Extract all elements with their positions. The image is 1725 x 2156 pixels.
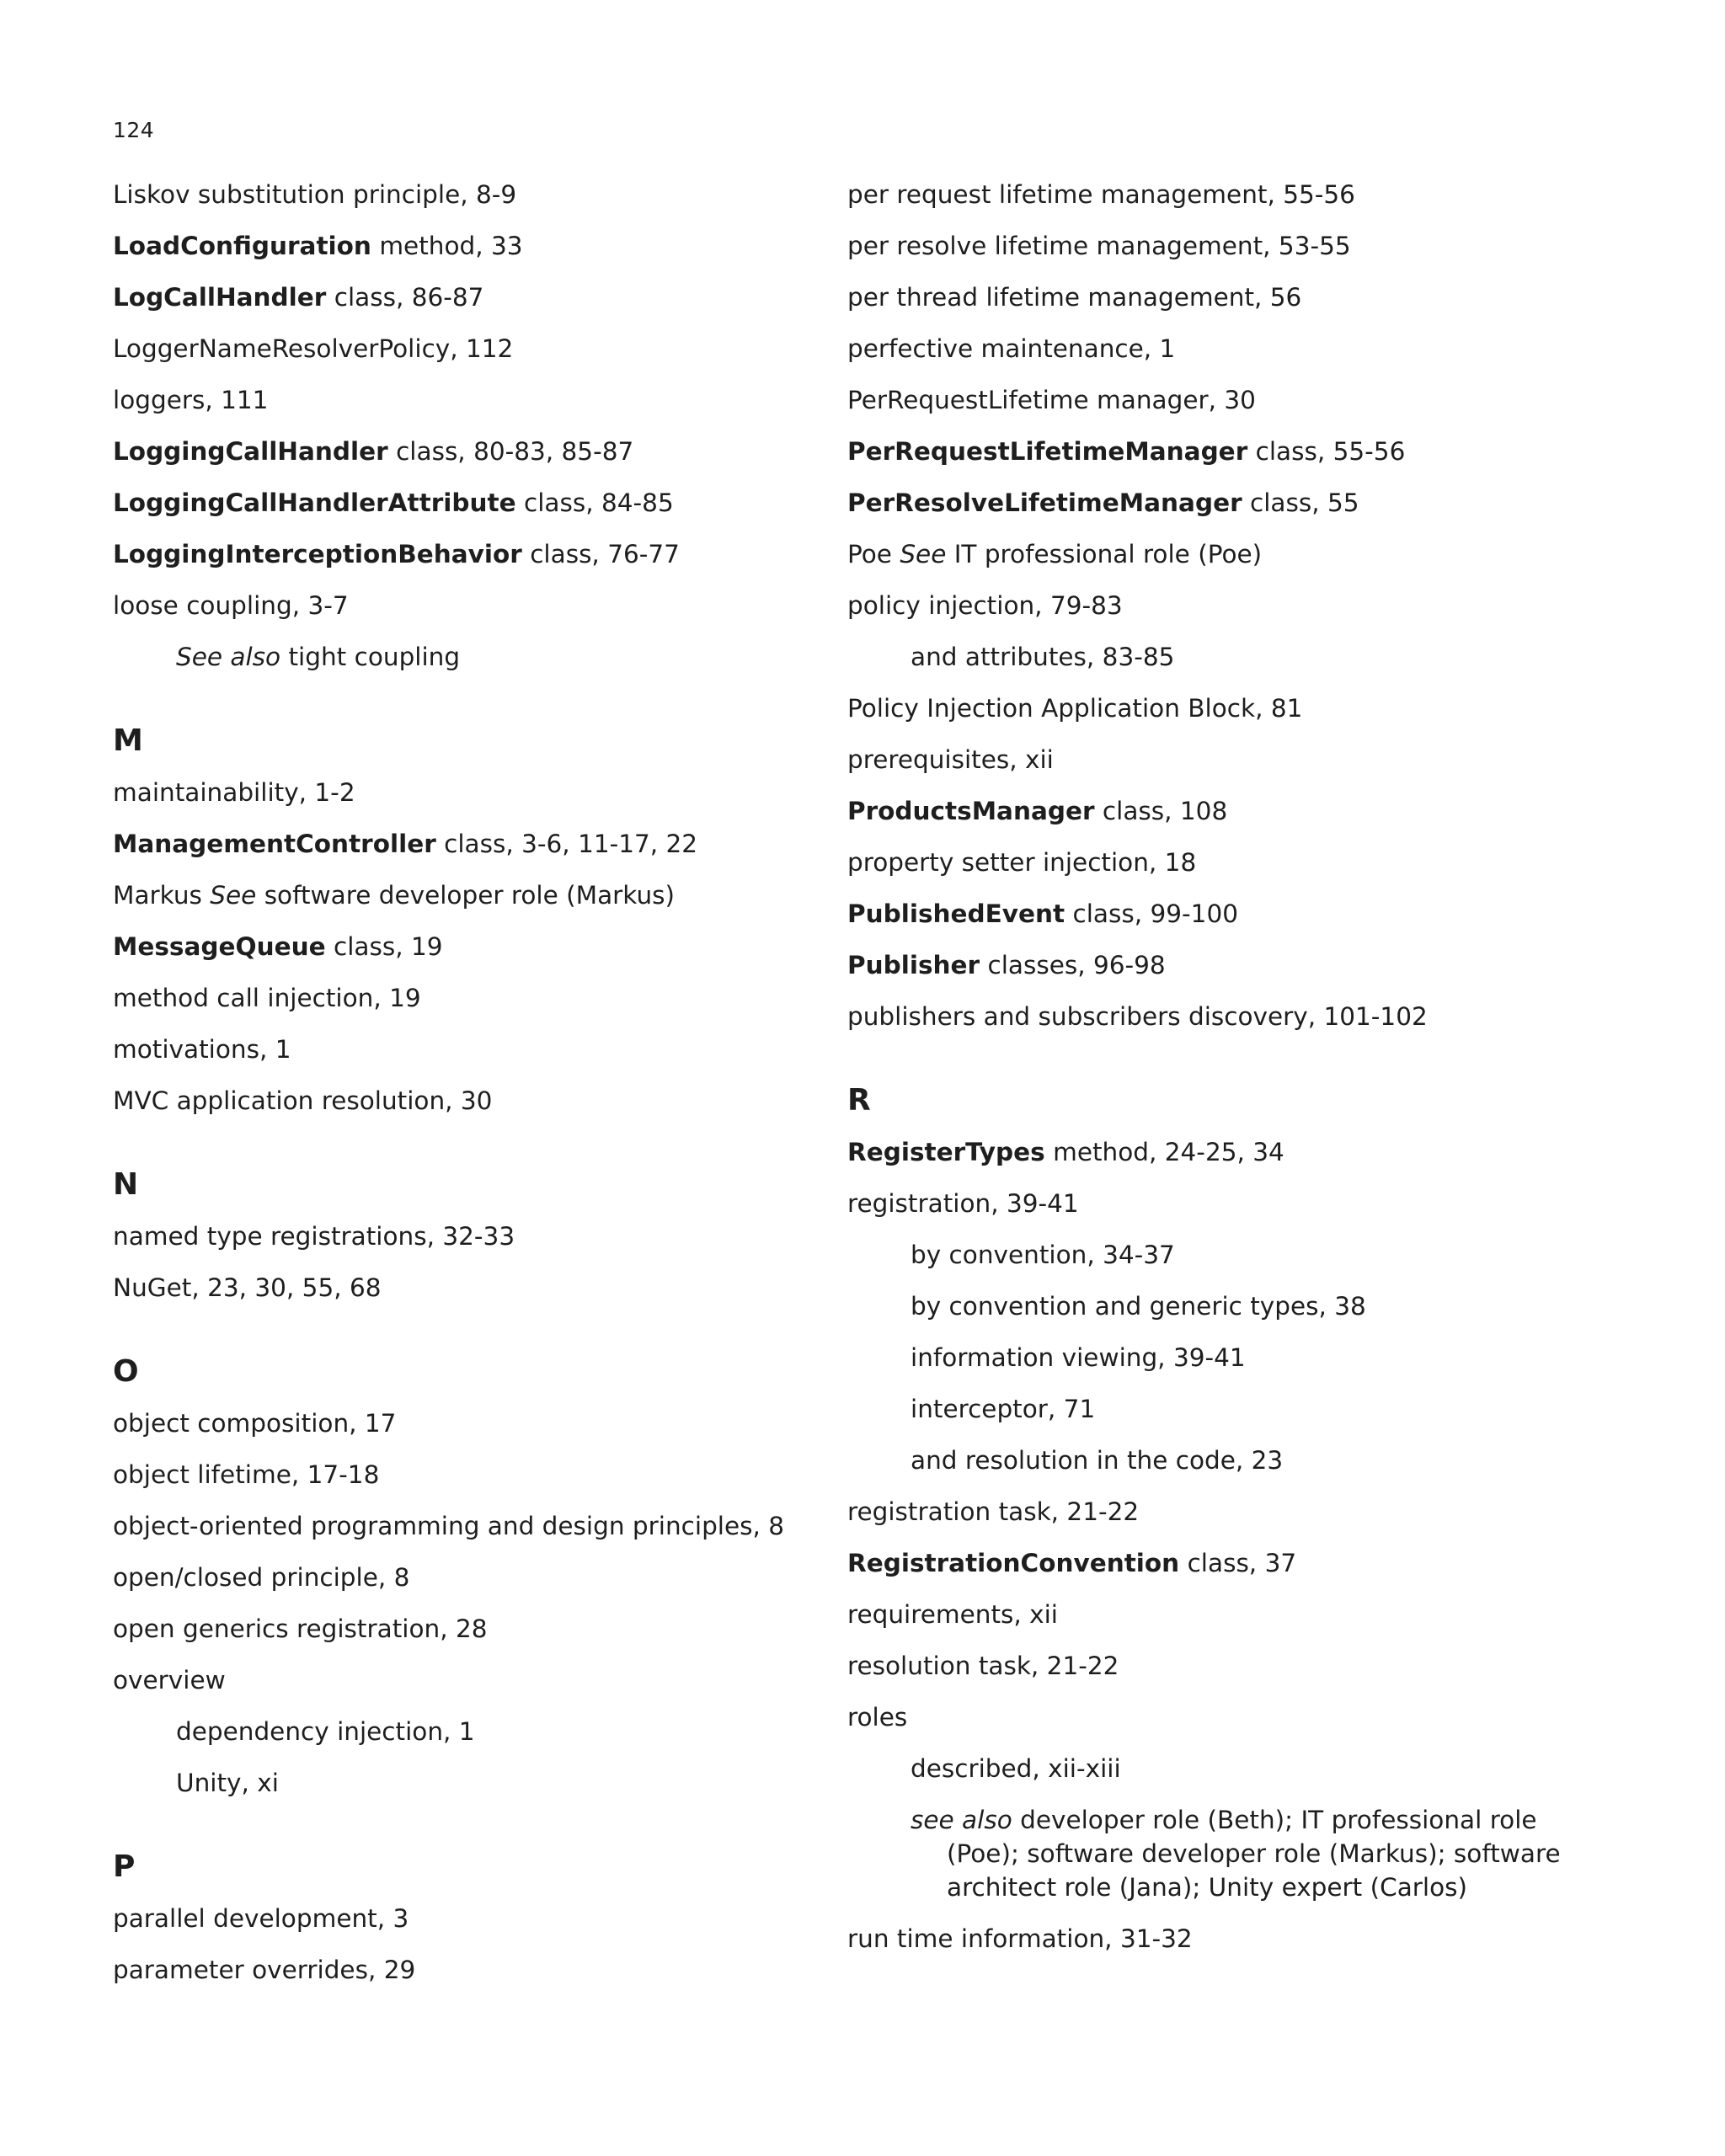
index-entry: [847, 1187, 1605, 1238]
entry-text: described, xii-xiii: [911, 1754, 1121, 1783]
entry-term-bold: MessageQueue: [113, 932, 326, 961]
entry-text: class, 37: [1179, 1549, 1297, 1577]
entry-text: registration task, 21-22: [847, 1497, 1140, 1526]
entry-text: prerequisites, xii: [847, 745, 1054, 774]
entry-text: Liskov substitution principle, 8-9: [113, 180, 517, 209]
index-entry: [847, 846, 1605, 897]
cross-reference: See: [900, 540, 947, 568]
entry-term-bold: LogCallHandler: [113, 283, 327, 312]
index-entry: [113, 1663, 812, 1715]
index-entry: [847, 332, 1605, 383]
entry-text: resolution task, 21-22: [847, 1652, 1119, 1680]
index-entry: [113, 1612, 812, 1663]
entry-term-bold: RegisterTypes: [847, 1138, 1045, 1166]
index-entry: [113, 383, 812, 435]
entry-text: Markus: [113, 881, 211, 910]
index-entry: [847, 178, 1605, 229]
entry-term-bold: LoggingCallHandler: [113, 437, 388, 466]
entry-term-bold: PerResolveLifetimeManager: [847, 488, 1242, 517]
index-subentry: [847, 1392, 1605, 1444]
index-subentry: [847, 1341, 1605, 1392]
index-column-left: [113, 178, 812, 2004]
index-entry: [847, 1922, 1605, 1973]
entry-text: run time information, 31-32: [847, 1924, 1193, 1953]
index-entry: [847, 435, 1605, 486]
section-letter-o: O: [113, 1354, 139, 1389]
index-entry: [847, 743, 1605, 794]
index-entry: [113, 178, 812, 229]
entry-text: roles: [847, 1703, 908, 1732]
entry-text: class, 19: [325, 932, 443, 961]
entry-text: perfective maintenance, 1: [847, 334, 1176, 363]
index-subentry: [113, 1766, 812, 1817]
index-entry: [847, 1700, 1605, 1752]
entry-term-bold: Publisher: [847, 951, 980, 979]
cross-reference: See also: [176, 643, 281, 671]
entry-term-bold: PerRequestLifetimeManager: [847, 437, 1248, 466]
entry-text: information viewing, 39-41: [911, 1343, 1246, 1372]
entry-text: IT professional role (Poe): [946, 540, 1263, 568]
index-subentry: [113, 640, 812, 691]
entry-term-bold: ProductsManager: [847, 797, 1095, 825]
index-entry: [847, 229, 1605, 280]
index-entry: [113, 229, 812, 280]
entry-text: Unity, xi: [176, 1769, 279, 1797]
entry-text: developer role (Beth); IT professional role (Poe); software developer role (Markus); software architect role (Jana); Unity expert (Carlos): [947, 1806, 1561, 1902]
entry-text: and attributes, 83-85: [911, 643, 1175, 671]
index-entry: [113, 1561, 812, 1612]
index-entry: [113, 1033, 812, 1084]
entry-text: class, 108: [1094, 797, 1228, 825]
index-entry: [113, 1406, 812, 1458]
index-entry: [113, 280, 812, 332]
page-number: 124: [113, 118, 155, 142]
index-subentry: [847, 1752, 1605, 1803]
entry-text: motivations, 1: [113, 1035, 291, 1064]
index-entry: [113, 1084, 812, 1135]
index-entry: [847, 589, 1605, 640]
entry-text: object lifetime, 17-18: [113, 1460, 380, 1489]
entry-text: requirements, xii: [847, 1600, 1059, 1629]
index-entry: [847, 383, 1605, 435]
entry-text: method, 24-25, 34: [1044, 1138, 1284, 1166]
entry-text: open/closed principle, 8: [113, 1563, 410, 1592]
entry-text: overview: [113, 1666, 226, 1694]
index-entry: [113, 1509, 812, 1561]
index-entry: [847, 794, 1605, 846]
index-entry: [113, 827, 812, 878]
entry-text: by convention and generic types, 38: [911, 1292, 1366, 1321]
entry-text: tight coupling: [280, 643, 461, 671]
section-letter-m: M: [113, 723, 143, 758]
entry-term-bold: ManagementController: [113, 830, 436, 858]
index-entry: [847, 897, 1605, 948]
entry-text: NuGet, 23, 30, 55, 68: [113, 1273, 382, 1302]
entry-term-bold: RegistrationConvention: [847, 1549, 1180, 1577]
entry-text: software developer role (Markus): [256, 881, 676, 910]
index-entry: [113, 589, 812, 640]
entry-text: interceptor, 71: [911, 1395, 1096, 1423]
entry-text: open generics registration, 28: [113, 1614, 488, 1643]
entry-text: per request lifetime management, 55-56: [847, 180, 1355, 209]
index-entry: [113, 1458, 812, 1509]
entry-text: parallel development, 3: [113, 1904, 409, 1933]
section-letter-r: R: [847, 1083, 871, 1118]
index-entry: [847, 1598, 1605, 1649]
index-entry: [113, 537, 812, 589]
entry-term-bold: LoadConfiguration: [113, 232, 371, 260]
entry-text: and resolution in the code, 23: [911, 1446, 1284, 1475]
entry-text: object-oriented programming and design principles, 8: [113, 1512, 785, 1540]
entry-text: class, 84-85: [515, 488, 674, 517]
index-entry: [113, 981, 812, 1033]
entry-text: classes, 96-98: [980, 951, 1166, 979]
index-subentry: [847, 1289, 1605, 1341]
index-column-right: [847, 178, 1605, 1973]
entry-text: maintainability, 1-2: [113, 778, 355, 807]
entry-text: class, 80-83, 85-87: [387, 437, 634, 466]
entry-text: by convention, 34-37: [911, 1241, 1175, 1269]
entry-text: class, 76-77: [521, 540, 680, 568]
entry-text: property setter injection, 18: [847, 848, 1197, 877]
entry-text: LoggerNameResolverPolicy, 112: [113, 334, 514, 363]
index-entry: [113, 776, 812, 827]
entry-text: per thread lifetime management, 56: [847, 283, 1302, 312]
entry-text: Poe: [847, 540, 900, 568]
index-entry: [847, 948, 1605, 1000]
section-letter-n: N: [113, 1167, 139, 1202]
entry-text: loose coupling, 3-7: [113, 591, 349, 620]
entry-text: object composition, 17: [113, 1409, 397, 1438]
index-entry: [113, 1953, 812, 2004]
index-entry: [113, 435, 812, 486]
cross-reference: see also: [911, 1806, 1012, 1834]
entry-text: MVC application resolution, 30: [113, 1086, 493, 1115]
index-subentry: [847, 1444, 1605, 1495]
index-entry: [113, 1219, 812, 1271]
entry-text: Policy Injection Application Block, 81: [847, 694, 1303, 723]
entry-text: class, 86-87: [326, 283, 484, 312]
index-entry: [847, 280, 1605, 332]
index-entry: [847, 1135, 1605, 1187]
entry-text: class, 55-56: [1247, 437, 1406, 466]
index-entry: [113, 486, 812, 537]
index-entry: [847, 1649, 1605, 1700]
index-entry: [113, 1271, 812, 1322]
index-entry: [847, 537, 1605, 589]
entry-text: PerRequestLifetime manager, 30: [847, 386, 1256, 414]
entry-term-bold: LoggingInterceptionBehavior: [113, 540, 522, 568]
entry-term-bold: PublishedEvent: [847, 899, 1065, 928]
entry-text: registration, 39-41: [847, 1189, 1079, 1218]
index-entry: [113, 930, 812, 981]
entry-text: class, 3-6, 11-17, 22: [435, 830, 698, 858]
index-entry: [847, 486, 1605, 537]
cross-reference: See: [210, 881, 257, 910]
index-subentry: [847, 1238, 1605, 1289]
index-entry: [847, 1495, 1605, 1546]
entry-text: publishers and subscribers discovery, 101-102: [847, 1002, 1428, 1031]
index-entry: [113, 332, 812, 383]
index-entry: [847, 691, 1605, 743]
index-subentry: [847, 640, 1605, 691]
entry-text: method, 33: [371, 232, 523, 260]
index-entry: [113, 878, 812, 930]
entry-text: per resolve lifetime management, 53-55: [847, 232, 1351, 260]
entry-text: class, 55: [1242, 488, 1359, 517]
index-entry: [847, 1000, 1605, 1051]
entry-text: dependency injection, 1: [176, 1717, 475, 1746]
index-subentry: [113, 1715, 812, 1766]
section-letter-p: P: [113, 1849, 136, 1884]
entry-text: class, 99-100: [1065, 899, 1238, 928]
entry-text: parameter overrides, 29: [113, 1956, 416, 1984]
index-entry: [847, 1546, 1605, 1598]
index-subentry: [847, 1803, 1605, 1904]
entry-text: method call injection, 19: [113, 984, 421, 1012]
entry-text: loggers, 111: [113, 386, 269, 414]
entry-text: named type registrations, 32-33: [113, 1222, 515, 1251]
entry-text: policy injection, 79-83: [847, 591, 1123, 620]
index-entry: [113, 1902, 812, 1953]
entry-term-bold: LoggingCallHandlerAttribute: [113, 488, 516, 517]
